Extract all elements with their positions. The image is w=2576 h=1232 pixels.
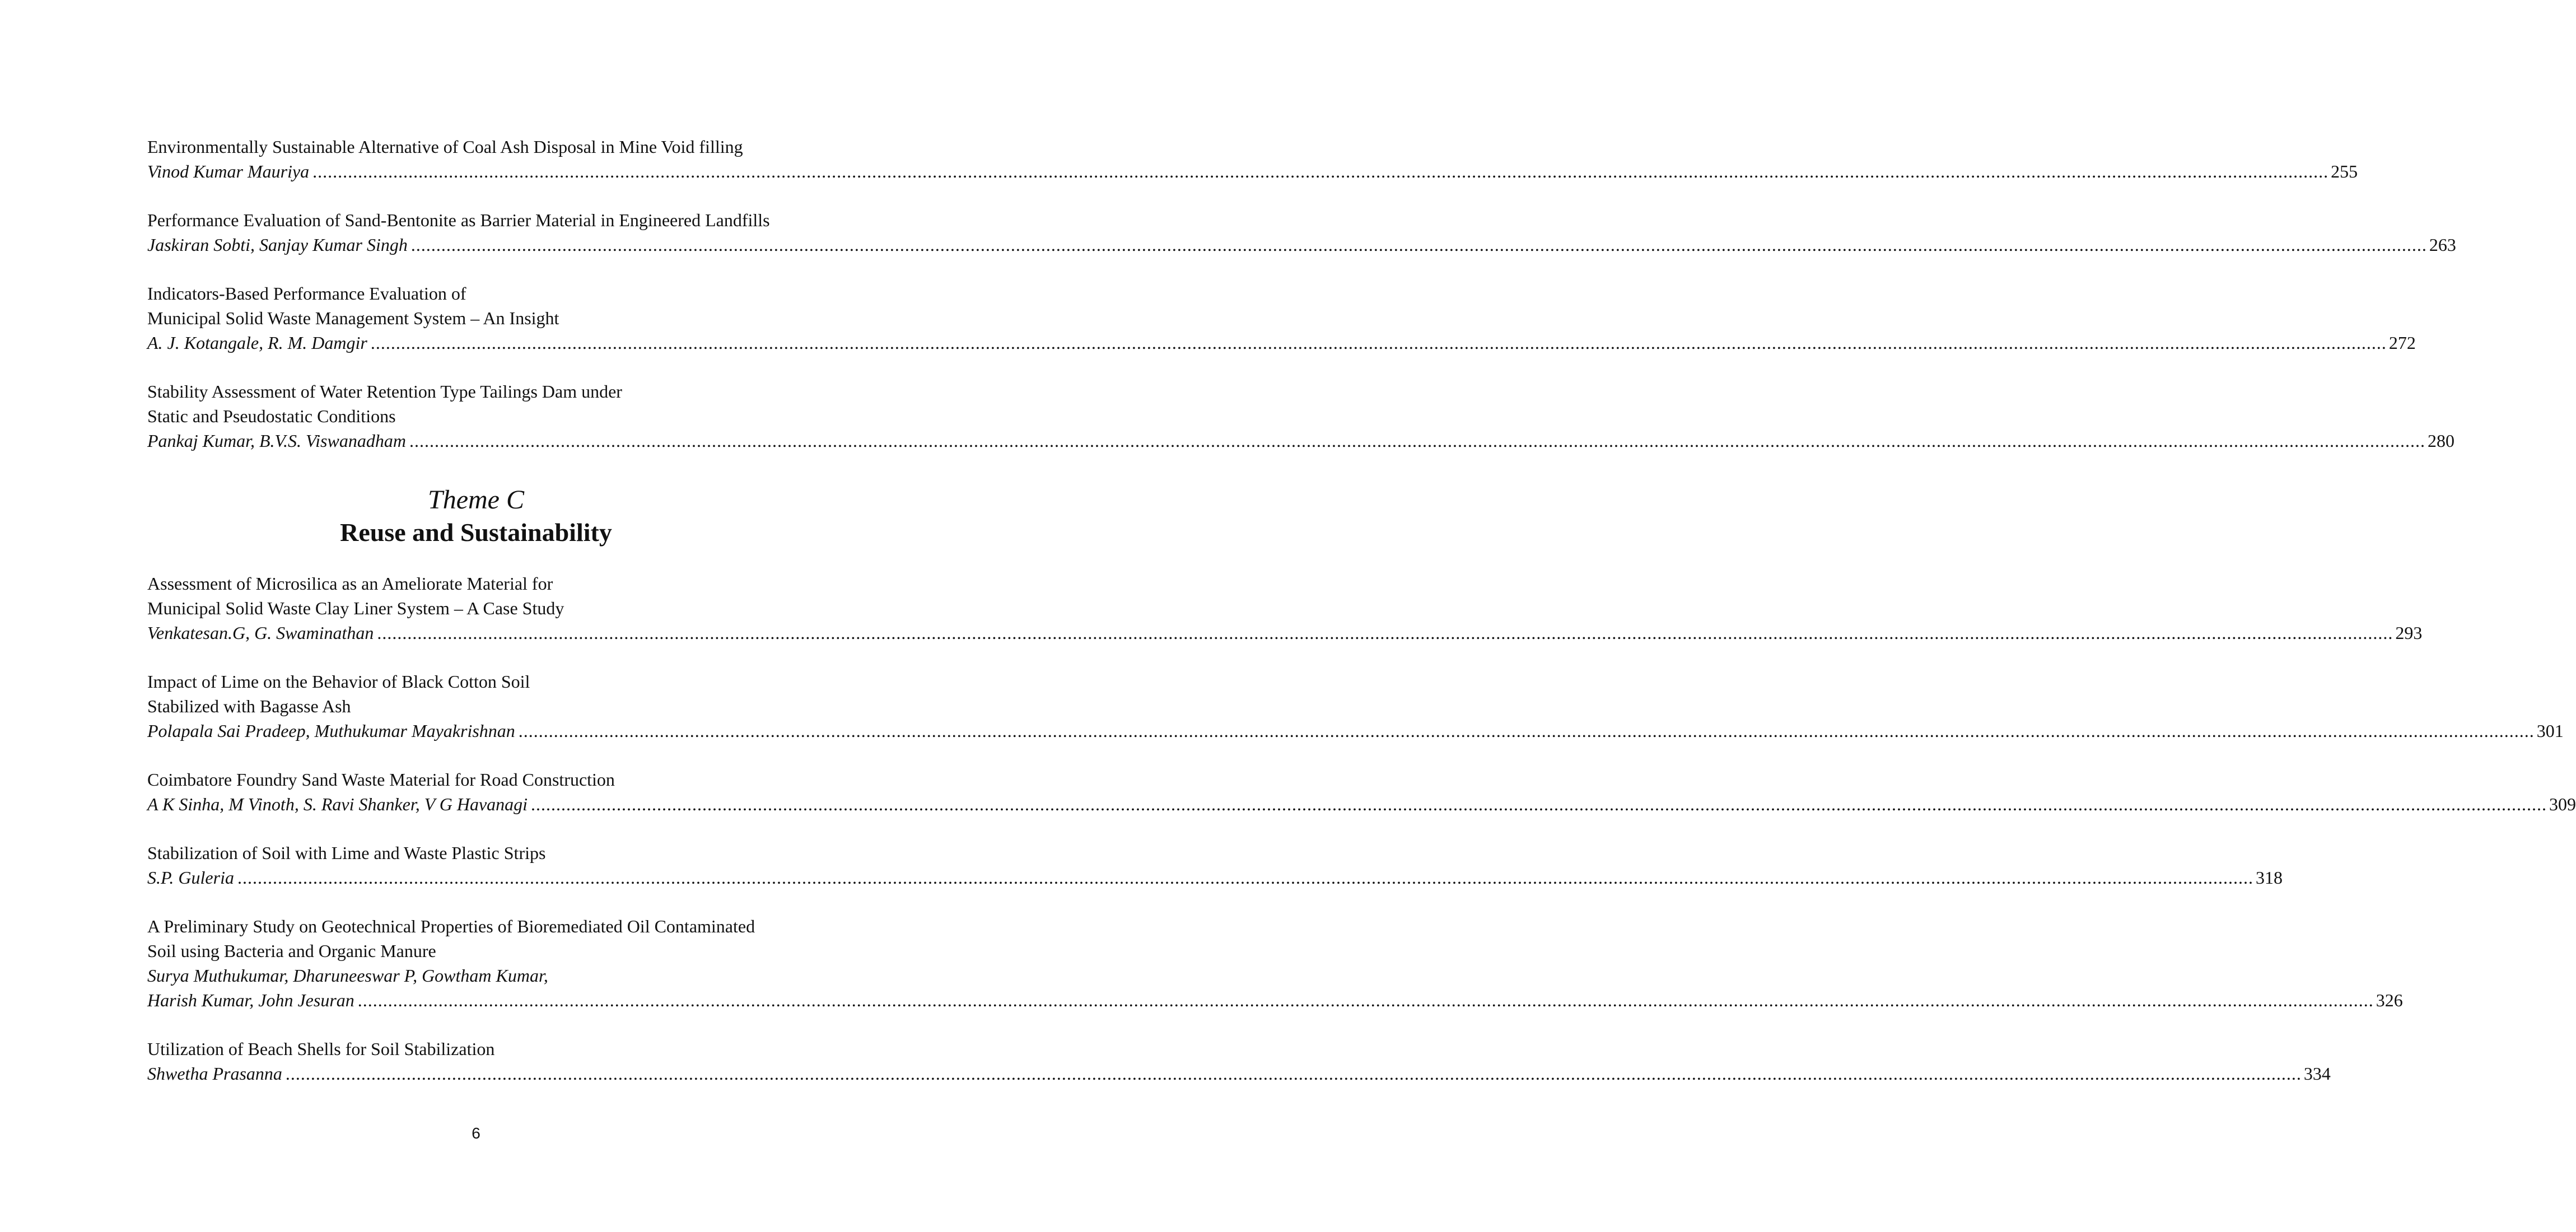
entry-author-row <box>147 620 2423 645</box>
dot-leader: ................................................................................................................................................................................................................................................................................................................................................................................................................ <box>312 161 2329 181</box>
entry-title: Assessment of Microsilica as an Ameliorate Material for <box>147 573 553 594</box>
entry-title: Soil using Bacteria and Organic Manure <box>147 941 436 961</box>
entry-title: Stabilized with Bagasse Ash <box>147 696 351 716</box>
dot-leader: ................................................................................................................................................................................................................................................................................................................................................................................................................ <box>409 431 2425 451</box>
entry-title: Impact of Lime on the Behavior of Black Cotton Soil <box>147 671 530 692</box>
entry-authors: S.P. Guleria <box>147 867 234 888</box>
entry-page-number: 293 <box>2395 623 2423 643</box>
dot-leader: ................................................................................................................................................................................................................................................................................................................................................................................................................ <box>531 794 2547 814</box>
theme-title: Reuse and Sustainability <box>340 518 612 547</box>
entry-page-number: 318 <box>2255 867 2283 888</box>
toc-entry <box>147 1037 2331 1086</box>
entry-authors: A K Sinha, M Vinoth, S. Ravi Shanker, V G Havanagi <box>147 794 528 814</box>
entry-authors: Harish Kumar, John Jesuran <box>147 990 354 1010</box>
entry-page-number: 301 <box>2536 721 2564 741</box>
entry-author-row <box>147 1061 2331 1086</box>
entry-title: Stability Assessment of Water Retention Type Tailings Dam under <box>147 381 622 402</box>
entry-title: A Preliminary Study on Geotechnical Properties of Bioremediated Oil Contaminated <box>147 916 755 936</box>
toc-entry <box>147 914 2403 1012</box>
toc-section-previous <box>147 134 2456 453</box>
entry-authors: Polapala Sai Pradeep, Muthukumar Mayakrishnan <box>147 721 515 741</box>
entry-authors: Vinod Kumar Mauriya <box>147 161 310 181</box>
entry-page-number: 272 <box>2388 333 2416 353</box>
toc-entry <box>147 767 2576 816</box>
entry-authors: Jaskiran Sobti, Sanjay Kumar Singh <box>147 235 408 255</box>
entry-authors: Venkatesan.G, G. Swaminathan <box>147 623 374 643</box>
entry-title: Static and Pseudostatic Conditions <box>147 406 396 426</box>
dot-leader: ................................................................................................................................................................................................................................................................................................................................................................................................................ <box>518 721 2535 741</box>
toc-entry <box>147 379 2454 453</box>
entry-page-number: 309 <box>2549 794 2576 814</box>
entry-title: Coimbatore Foundry Sand Waste Material for Road Construction <box>147 769 615 790</box>
entry-author-row <box>147 330 2416 355</box>
toc-entry <box>147 571 2423 645</box>
entry-page-number: 326 <box>2376 990 2403 1010</box>
entry-title: Stabilization of Soil with Lime and Waste Plastic Strips <box>147 843 546 863</box>
dot-leader: ................................................................................................................................................................................................................................................................................................................................................................................................................ <box>377 623 2393 643</box>
toc-entry <box>147 841 2283 890</box>
page-number: 6 <box>472 1124 480 1142</box>
entry-authors: Surya Muthukumar, Dharuneeswar P, Gowtham Kumar, <box>147 965 548 986</box>
entry-title: Municipal Solid Waste Management System – An Insight <box>147 308 559 328</box>
entry-title: Utilization of Beach Shells for Soil Stabilization <box>147 1039 495 1059</box>
dot-leader: ................................................................................................................................................................................................................................................................................................................................................................................................................ <box>370 333 2387 353</box>
entry-page-number: 263 <box>2429 235 2456 255</box>
dot-leader: ................................................................................................................................................................................................................................................................................................................................................................................................................ <box>285 1063 2302 1084</box>
theme-heading <box>0 484 952 549</box>
entry-authors: Pankaj Kumar, B.V.S. Viswanadham <box>147 431 406 451</box>
entry-page-number: 334 <box>2303 1063 2331 1084</box>
entry-author-row <box>147 718 2564 743</box>
entry-author-row <box>147 792 2576 816</box>
entry-author-row <box>147 988 2403 1012</box>
entry-author-row <box>147 232 2456 257</box>
entry-author-row <box>147 159 2358 184</box>
dot-leader: ................................................................................................................................................................................................................................................................................................................................................................................................................ <box>410 235 2427 255</box>
entry-title: Environmentally Sustainable Alternative of Coal Ash Disposal in Mine Void filling <box>147 137 743 157</box>
entry-authors: Shwetha Prasanna <box>147 1063 282 1084</box>
toc-entry <box>147 281 2416 355</box>
toc-entry <box>147 208 2456 257</box>
dot-leader: ................................................................................................................................................................................................................................................................................................................................................................................................................ <box>237 867 2253 888</box>
toc-entry <box>147 669 2564 743</box>
toc-entry <box>147 134 2358 184</box>
theme-label: Theme C <box>428 485 524 515</box>
dot-leader: ................................................................................................................................................................................................................................................................................................................................................................................................................ <box>357 990 2374 1010</box>
entry-title: Performance Evaluation of Sand-Bentonite as Barrier Material in Engineered Landfills <box>147 210 770 230</box>
entry-authors: A. J. Kotangale, R. M. Damgir <box>147 333 367 353</box>
entry-page-number: 280 <box>2427 431 2454 451</box>
entry-author-row <box>147 428 2454 453</box>
toc-section-theme-c <box>147 571 2576 1086</box>
entry-title: Indicators-Based Performance Evaluation of <box>147 283 466 304</box>
entry-author-row <box>147 865 2283 890</box>
entry-title: Municipal Solid Waste Clay Liner System – A Case Study <box>147 598 564 618</box>
entry-page-number: 255 <box>2331 161 2358 181</box>
